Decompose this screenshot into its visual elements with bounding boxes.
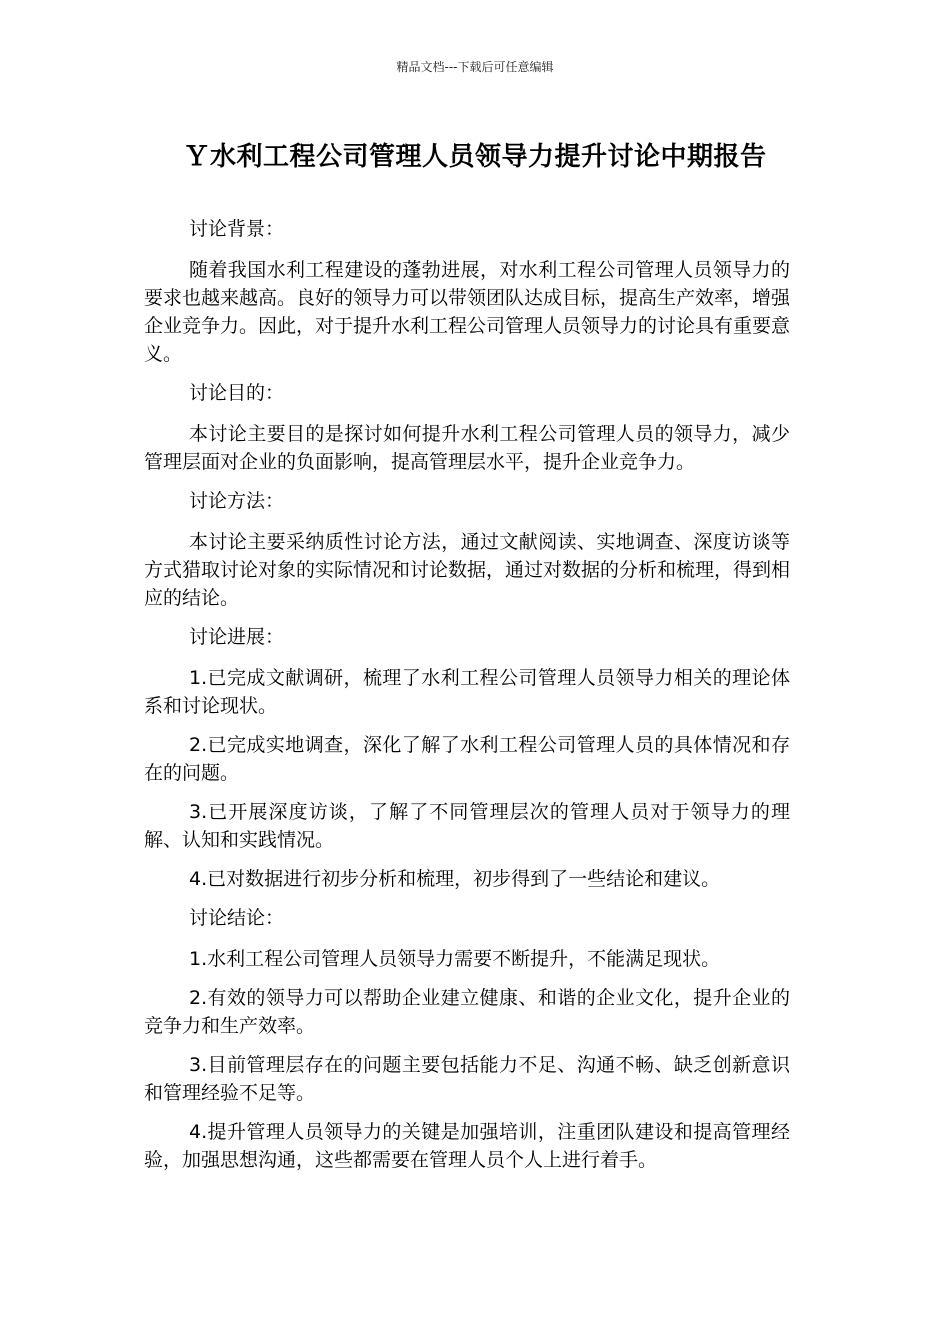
section-heading-conclusion: 讨论结论： [189,907,285,929]
conclusion-item-1: 1.水利工程公司管理人员领导力需要不断提升，不能满足现状。 [189,948,721,970]
section-heading-purpose: 讨论目的： [189,382,285,404]
progress-item-3: 3.已开展深度访谈，了解了不同管理层次的管理人员对于领导力的理解、认知和实践情况。 [144,801,790,851]
paragraph-purpose: 本讨论主要目的是探讨如何提升水利工程公司管理人员的领导力，减少管理层面对企业的负面影响，提高管理层水平，提升企业竞争力。 [144,423,790,473]
document-title: Ｙ水利工程公司管理人员领导力提升讨论中期报告 [183,142,767,172]
section-heading-background: 讨论背景： [189,218,285,240]
progress-item-1: 1.已完成文献调研，梳理了水利工程公司管理人员领导力相关的理论体系和讨论现状。 [144,667,790,717]
conclusion-item-4: 4.提升管理人员领导力的关键是加强培训，注重团队建设和提高管理经验，加强思想沟通，这些都需要在管理人员个人上进行着手。 [144,1121,790,1171]
progress-item-2: 2.已完成实地调查，深化了解了水利工程公司管理人员的具体情况和存在的问题。 [144,734,790,784]
paragraph-method: 本讨论主要采纳质性讨论方法，通过文献阅读、实地调查、深度访谈等方式猎取讨论对象的实际情况和讨论数据，通过对数据的分析和梳理，得到相应的结论。 [144,531,791,609]
conclusion-item-3: 3.目前管理层存在的问题主要包括能力不足、沟通不畅、缺乏创新意识和管理经验不足等。 [144,1054,790,1104]
progress-item-4: 4.已对数据进行初步分析和梳理，初步得到了一些结论和建议。 [189,868,721,890]
paragraph-background: 随着我国水利工程建设的蓬勃进展，对水利工程公司管理人员领导力的要求也越来越高。良好的领导力可以带领团队达成目标，提高生产效率，增强企业竞争力。因此，对于提升水利工程公司管理人员领导力的讨论具有重要意义。 [144,259,791,365]
section-heading-progress: 讨论进展： [189,626,285,648]
page-header: 精品文档---下载后可任意编辑 [396,60,554,74]
conclusion-item-2: 2.有效的领导力可以帮助企业建立健康、和谐的企业文化，提升企业的竞争力和生产效率。 [144,987,790,1037]
section-heading-method: 讨论方法： [189,490,285,512]
document-body [144,215,790,1185]
